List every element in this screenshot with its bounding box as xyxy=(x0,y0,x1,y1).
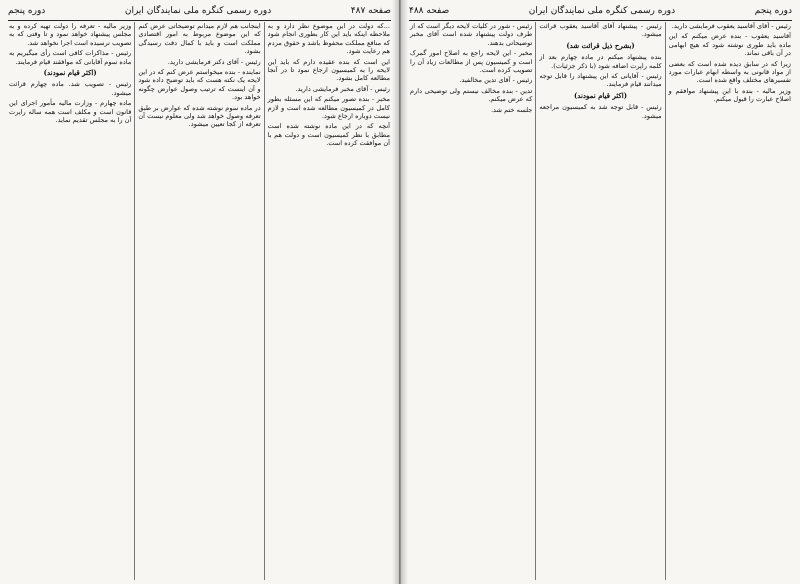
right-page xyxy=(400,0,800,584)
right-page-session: دوره پنجم xyxy=(754,6,792,16)
paragraph: وزیر مالیه - تعرفه را دولت تهیه کرده و به مجلس پیشنهاد خواهد نمود و تا وقتی که به تصویب نرسیده است اجرا نخواهد شد. xyxy=(9,22,132,47)
left-column-2 xyxy=(135,22,264,580)
paragraph: رئیس - قابل توجه شد به کمیسیون مراجعه میشود. xyxy=(539,103,662,120)
paragraph: آنچه که در این ماده نوشته شده است مطابق با نظر کمیسیون است و دولت هم با آن موافقت کرده است. xyxy=(267,122,390,148)
paragraph: وزیر مالیه - بنده با این پیشنهاد موافقم و اصلاح عبارت را قبول میکنم. xyxy=(668,86,791,104)
left-page-title: دوره رسمی کنگره ملی نمایندگان ایران xyxy=(124,6,272,16)
paragraph: این است که بنده عقیده دارم که باید این لایحه را به کمیسیون ارجاع نمود تا در آنجا مطالعه کامل بشود. xyxy=(267,57,390,83)
paragraph: مخبر - بنده تصور میکنم که این مسئله بطور کامل در کمیسیون مطالعه شده است و لازم نیست دوباره ارجاع شود. xyxy=(267,95,390,121)
paragraph: رئیس - آقای دکتر فرمایشی دارید. xyxy=(167,57,261,66)
left-page-session: دوره پنجم xyxy=(8,6,46,16)
paragraph: رئیس - آقایانی که این پیشنهاد را قابل توجه میدانند قیام فرمایند. xyxy=(539,72,662,89)
right-page-number: صفحه ۴۸۸ xyxy=(409,6,450,16)
paragraph: رئیس - مذاکرات کافی است رأی میگیریم به ماده سوم آقایانی که موافقند قیام فرمایند. xyxy=(9,49,132,66)
paragraph: رئیس - آقای آقاسید یعقوب فرمایشی دارید. xyxy=(671,22,791,30)
paragraph: رئیس - آقای تدین مخالفید. xyxy=(459,76,533,85)
paragraph: ...که دولت در این موضوع نظر دارد و به ملاحظه اینکه باید این کار بطوری انجام شود که منافع مملکت محفوظ باشد و حقوق مردم هم رعایت شود. xyxy=(267,22,390,56)
paragraph: آقاسید یعقوب - بنده عرض میکنم که این ماده باید طوری نوشته شود که هیچ ابهامی در آن باقی نماند. xyxy=(668,32,791,58)
paragraph: مخبر - این لایحه راجع به اصلاح امور گمرک است و کمیسیون پس از مطالعات زیاد آن را تصویب کرده است. xyxy=(410,49,533,75)
paragraph: ماده چهارم - وزارت مالیه مأمور اجرای این قانون است و مکلف است همه ساله راپرت آن را به مجلس تقدیم نماید. xyxy=(9,99,132,125)
left-page-columns xyxy=(6,22,393,580)
paragraph: اینجانب هم لازم میدانم توضیحاتی عرض کنم که این موضوع مربوط به امور اقتصادی مملکت است و باید با کمال دقت رسیدگی بشود. xyxy=(138,22,261,56)
paragraph: بنده پیشنهاد میکنم در ماده چهارم بعد از کلمه راپرت اضافه شود (با ذکر جزئیات). xyxy=(539,53,662,70)
paragraph: (بشرح ذیل قرائت شد) xyxy=(566,40,635,50)
left-page-header xyxy=(8,4,391,21)
right-column-2 xyxy=(536,22,665,580)
paragraph: جلسه ختم شد. xyxy=(490,105,533,114)
right-page-title: دوره رسمی کنگره ملی نمایندگان ایران xyxy=(528,6,676,16)
left-column-1 xyxy=(265,22,393,580)
paragraph: زیرا که در سابق دیده شده است که بعضی از مواد قانونی به واسطه ابهام عبارات مورد تفسیرهای مختلف واقع شده است. xyxy=(668,59,791,85)
paragraph: نماینده - بنده میخواستم عرض کنم که در این لایحه یک نکته هست که باید توضیح داده شود و آن اینست که ترتیب وصول عوارض چگونه خواهد بود. xyxy=(138,68,261,102)
right-column-3 xyxy=(407,22,536,580)
right-page-columns xyxy=(407,22,794,580)
paragraph: (اکثر قیام نمودند) xyxy=(573,90,628,100)
paragraph: رئیس - تصویب شد. ماده چهارم قرائت میشود. xyxy=(9,80,132,97)
paragraph: تدین - بنده مخالف نیستم ولی توضیحی دارم که عرض میکنم. xyxy=(410,86,533,104)
left-column-3 xyxy=(6,22,135,580)
right-page-header xyxy=(409,4,792,21)
paragraph: در ماده سوم نوشته شده که عوارض بر طبق تعرفه وصول خواهد شد ولی معلوم نیست آن تعرفه از کجا تعیین میشود. xyxy=(138,103,261,129)
left-page-number: صفحه ۴۸۷ xyxy=(350,6,391,16)
right-column-1 xyxy=(666,22,794,580)
paragraph: (اکثر قیام نمودند) xyxy=(43,68,97,78)
paragraph: رئیس - آقای مخبر فرمایشی دارید. xyxy=(295,84,390,93)
paragraph: رئیس - پیشنهاد آقای آقاسید یعقوب قرائت میشود. xyxy=(539,22,662,39)
paragraph: رئیس - شور در کلیات لایحه دیگر است که از طرف دولت پیشنهاد شده است آقای مخبر توضیحاتی بدهند. xyxy=(410,22,533,47)
